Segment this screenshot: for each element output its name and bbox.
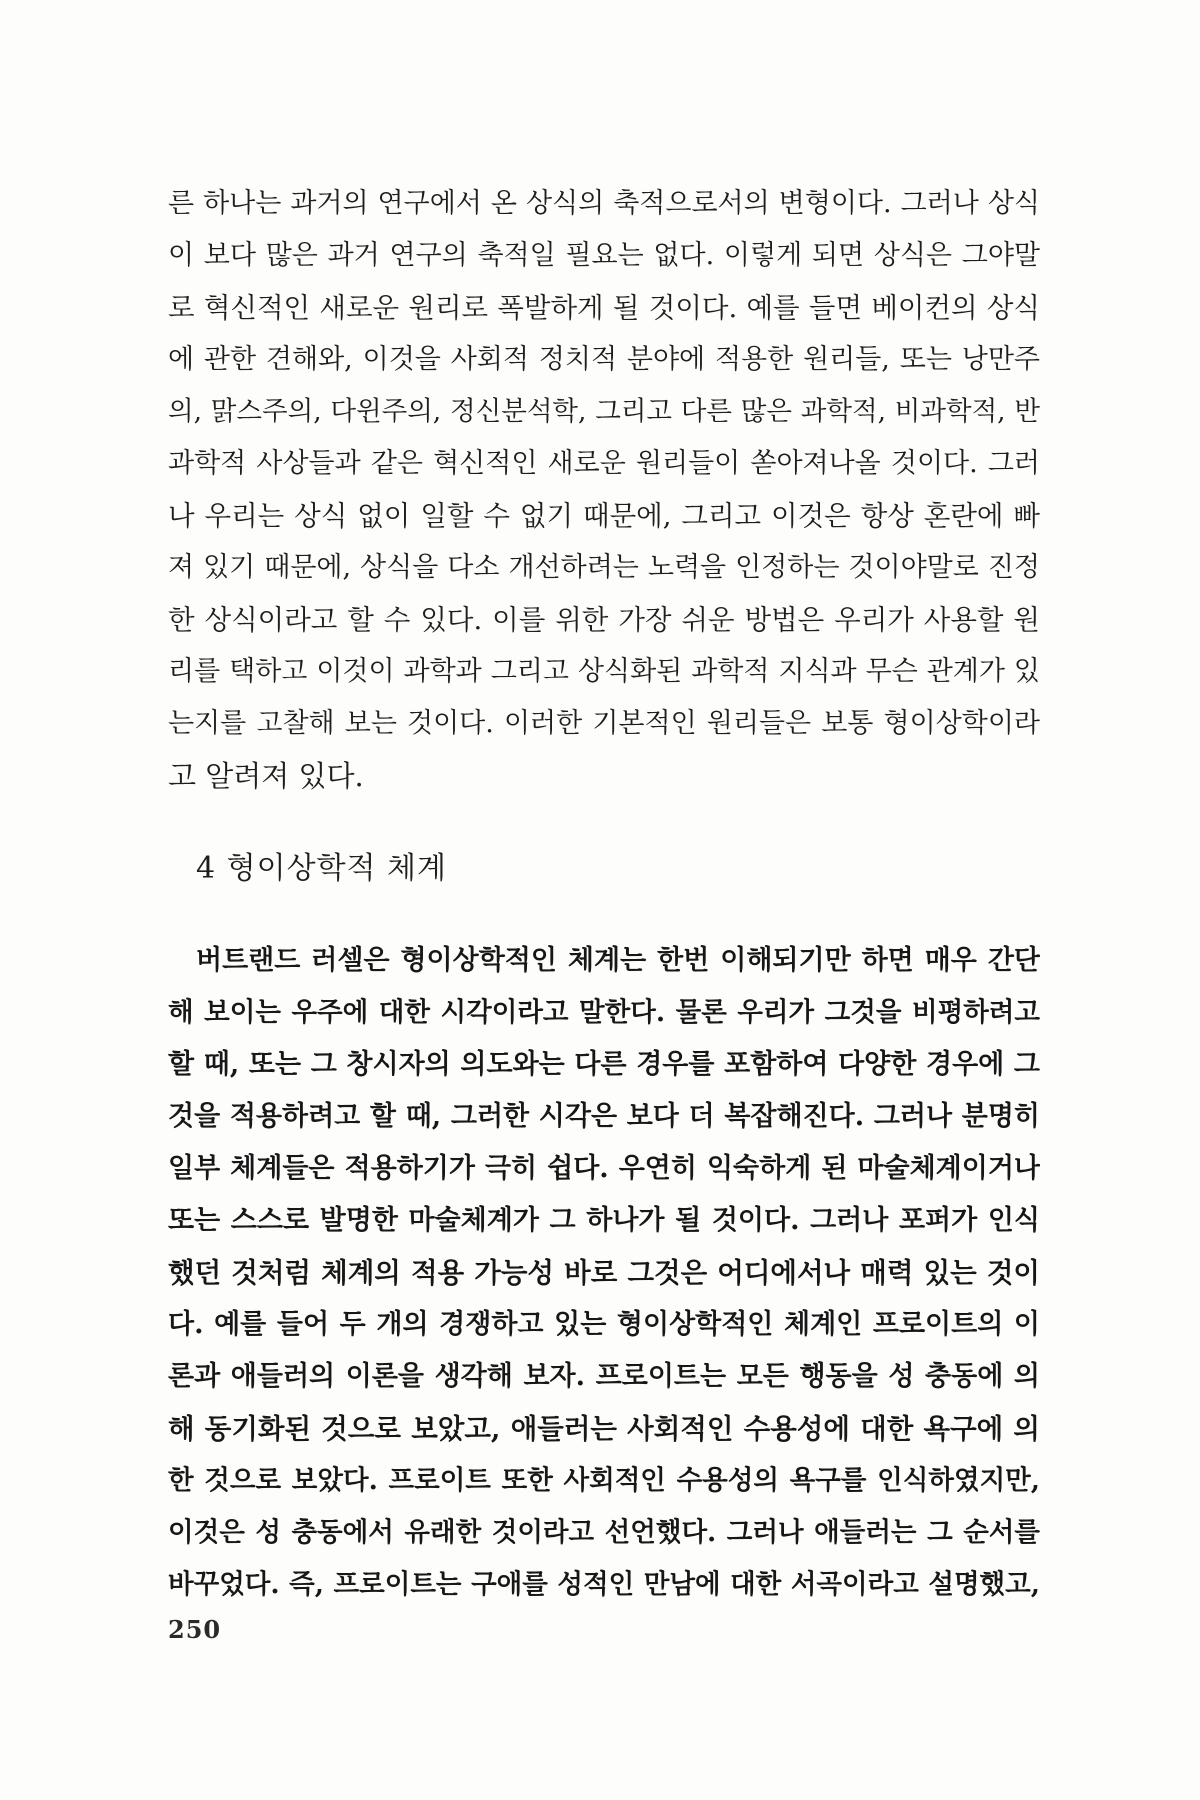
- text-line: 리를 택하고 이것이 과학과 그리고 상식화된 과학적 지식과 무슨 관계가 있: [168, 656, 1040, 687]
- text-line: 이것은 성 충동에서 유래한 것이라고 선언했다. 그러나 애들러는 그 순서를: [168, 1517, 1040, 1548]
- text-line: 른 하나는 과거의 연구에서 온 상식의 축적으로서의 변형이다. 그러나 상식: [168, 188, 1040, 219]
- text-line: 한 상식이라고 할 수 있다. 이를 위한 가장 쉬운 방법은 우리가 사용할 원: [168, 604, 1040, 636]
- text-line: 에 관한 견해와, 이것을 사회적 정치적 분야에 적용한 원리들, 또는 낭만주: [168, 344, 1040, 375]
- body-paragraph-1: [168, 178, 1040, 802]
- text-line: 또는 스스로 발명한 마술체계가 그 하나가 될 것이다. 그러나 포퍼가 인식: [168, 1205, 1040, 1236]
- text-line: 할 때, 또는 그 창시자의 의도와는 다른 경우를 포함하여 다양한 경우에 그: [168, 1049, 1040, 1080]
- text-line: 해 보이는 우주에 대한 시각이라고 말한다. 물론 우리가 그것을 비평하려고: [168, 997, 1040, 1028]
- text-line: 고 알려져 있다.: [168, 759, 364, 793]
- text-line: 로 혁신적인 새로운 원리로 폭발하게 될 것이다. 예를 들면 베이컨의 상식: [168, 292, 1040, 324]
- text-line: 한 것으로 보았다. 프로이트 또한 사회적인 수용성의 욕구를 인식하였지만,: [168, 1465, 1040, 1496]
- text-line: 나 우리는 상식 없이 일할 수 없기 때문에, 그리고 이것은 항상 혼란에 빠: [168, 500, 1040, 532]
- text-line: 해 동기화된 것으로 보았고, 애들러는 사회적인 수용성에 대한 욕구에 의: [168, 1413, 1040, 1445]
- text-line: 버트랜드 러셀은 형이상학적인 체계는 한번 이해되기만 하면 매우 간단: [196, 945, 1040, 976]
- body-paragraph-2: [168, 935, 1040, 1611]
- text-line: 론과 애들러의 이론을 생각해 보자. 프로이트는 모든 행동을 성 충동에 의: [168, 1361, 1040, 1392]
- text-line: 져 있기 때문에, 상식을 다소 개선하려는 노력을 인정하는 것이야말로 진정: [168, 552, 1040, 583]
- text-line: 했던 것처럼 체계의 적용 가능성 바로 그것은 어디에서나 매력 있는 것이: [168, 1257, 1040, 1289]
- text-line: 는지를 고찰해 보는 것이다. 이러한 기본적인 원리들은 보통 형이상학이라: [168, 708, 1040, 739]
- section-heading: 4 형이상학적 체계: [196, 851, 448, 886]
- text-line: 일부 체계들은 적용하기가 극히 쉽다. 우연히 익숙하게 된 마술체계이거나: [168, 1153, 1040, 1184]
- text-line: 바꾸었다. 즉, 프로이트는 구애를 성적인 만남에 대한 서곡이라고 설명했고,: [168, 1569, 1040, 1600]
- text-line: 과학적 사상들과 같은 혁신적인 새로운 원리들이 쏟아져나올 것이다. 그러: [168, 448, 1040, 479]
- text-line: 의, 맑스주의, 다윈주의, 정신분석학, 그리고 다른 많은 과학적, 비과학적, 반: [168, 396, 1040, 427]
- page-number: 250: [168, 1615, 222, 1644]
- text-line: 것을 적용하려고 할 때, 그러한 시각은 보다 더 복잡해진다. 그러나 분명히: [168, 1101, 1040, 1132]
- text-line: 이 보다 많은 과거 연구의 축적일 필요는 없다. 이렇게 되면 상식은 그야말: [168, 240, 1040, 271]
- text-line: 다. 예를 들어 두 개의 경쟁하고 있는 형이상학적인 체계인 프로이트의 이: [168, 1309, 1040, 1340]
